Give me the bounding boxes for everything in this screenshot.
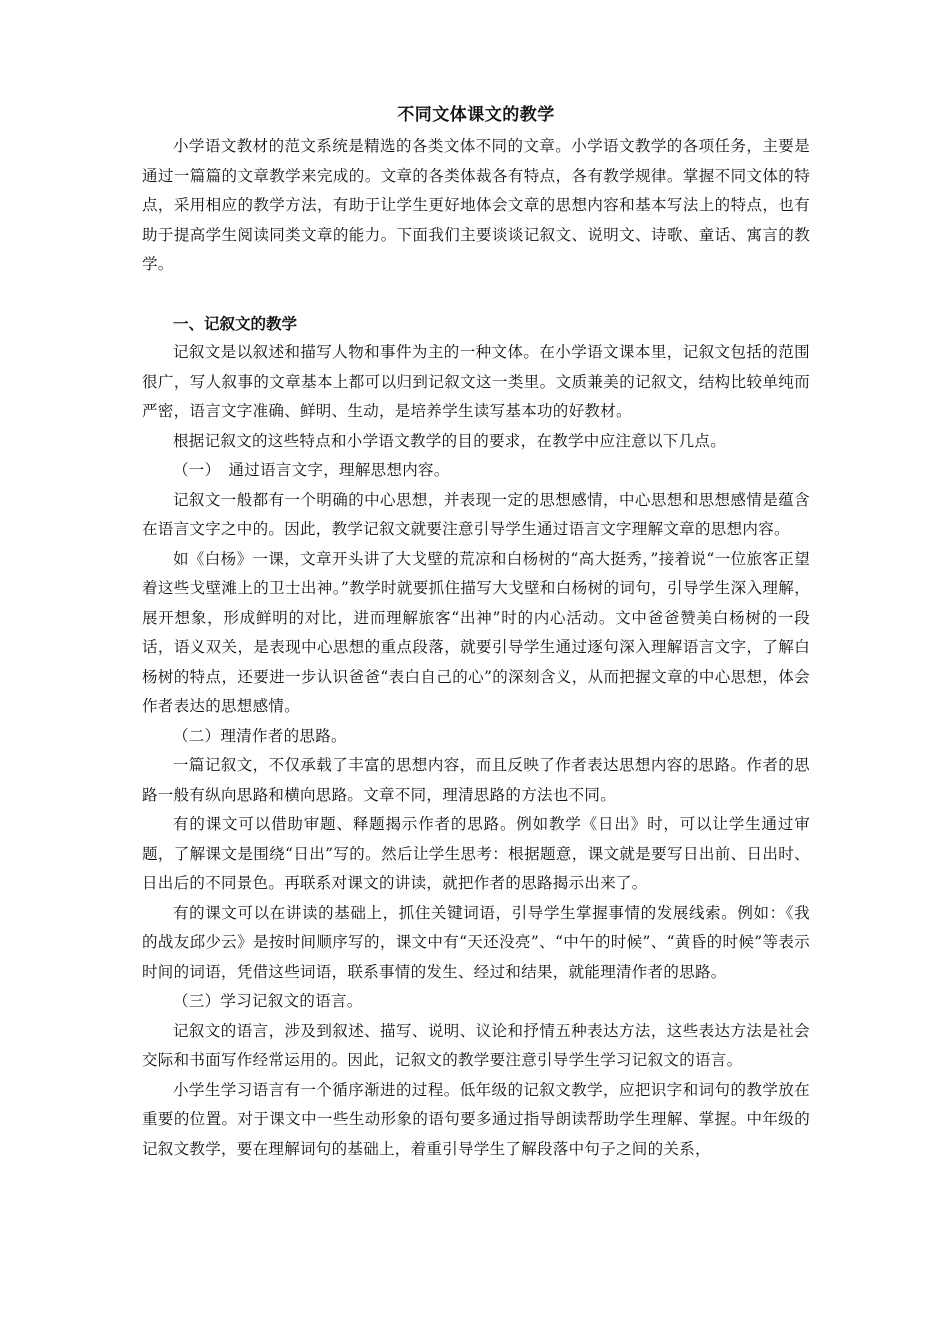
document-page xyxy=(142,100,810,1164)
document-title: 不同文体课文的教学 xyxy=(397,105,555,125)
paragraph-8: 记叙文的语言，涉及到叙述、描写、说明、议论和抒情五种表达方法，这些表达方法是社会交际和书面写作经常运用的。因此，记叙文的教学要注意引导学生学习记叙文的语言。 xyxy=(142,1021,810,1069)
paragraph-7: 有的课文可以在讲读的基础上，抓住关键词语，引导学生掌握事情的发展线索。例如：《我的战友邱少云》是按时间顺序写的，课文中有“天还没亮”、“中午的时候”、“黄昏的时候”等表示时间的词语，凭借这些词语，联系事情的发生、经过和结果，就能理清作者的思路。 xyxy=(142,903,810,981)
paragraph-1: 记叙文是以叙述和描写人物和事件为主的一种文体。在小学语文课本里，记叙文包括的范围很广，写人叙事的文章基本上都可以归到记叙文这一类里。文质兼美的记叙文，结构比较单纯而严密，语言文字准确、鲜明、生动，是培养学生读写基本功的好教材。 xyxy=(142,343,810,420)
paragraph-3: 记叙文一般都有一个明确的中心思想，并表现一定的思想感情，中心思想和思想感情是蕴含在语言文字之中的。因此，教学记叙文就要注意引导学生通过语言文字理解文章的思想内容。 xyxy=(142,490,810,538)
section-heading-narrative: 一、记叙文的教学 xyxy=(173,313,298,333)
paragraph-9: 小学生学习语言有一个循序渐进的过程。低年级的记叙文教学，应把识字和词句的教学放在重要的位置。对于课文中一些生动形象的语句要多通过指导朗读帮助学生理解、掌握。中年级的记叙文教学，要在理解词句的基础上，着重引导学生了解段落中句子之间的关系， xyxy=(142,1080,810,1158)
subheading-3: （三）学习记叙文的语言。 xyxy=(173,992,363,1010)
paragraph-6: 有的课文可以借助审题、释题揭示作者的思路。例如教学《日出》时，可以让学生通过审题，了解课文是围绕“日出”写的。然后让学生思考：根据题意，课文就是要写日出前、日出时、日出后的不同景色。再联系对课文的讲读，就把作者的思路揭示出来了。 xyxy=(142,815,810,892)
subheading-1: （一） 通过语言文字，理解思想内容。 xyxy=(173,461,450,479)
intro-paragraph: 小学语文教材的范文系统是精选的各类文体不同的文章。小学语文教学的各项任务，主要是通过一篇篇的文章教学来完成的。文章的各类体裁各有特点，各有教学规律。掌握不同文体的特点，采用相应的教学方法，有助于让学生更好地体会文章的思想内容和基本写法上的特点，也有助于提高学生阅读同类文章的能力。下面我们主要谈谈记叙文、说明文、诗歌、童话、寓言的教学。 xyxy=(142,137,810,273)
subheading-2: （二）理清作者的思路。 xyxy=(173,726,347,745)
paragraph-2: 根据记叙文的这些特点和小学语文教学的目的要求，在教学中应注意以下几点。 xyxy=(173,431,727,450)
paragraph-4: 如《白杨》一课，文章开头讲了大戈壁的荒凉和白杨树的“高大挺秀，”接着说“一位旅客正望着这些戈壁滩上的卫士出神。”教学时就要抓住描写大戈壁和白杨树的词句，引导学生深入理解，展开想象，形成鲜明的对比，进而理解旅客“出神”时的内心活动。文中爸爸赞美白杨树的一段话，语义双关，是表现中心思想的重点段落，就要引导学生通过逐句深入理解语言文字，了解白杨树的特点，还要进一步认识爸爸“表白自己的心”的深刻含义，从而把握文章的中心思想，体会作者表达的思想感情。 xyxy=(142,549,810,715)
paragraph-5: 一篇记叙文，不仅承载了丰富的思想内容，而且反映了作者表达思想内容的思路。作者的思路一般有纵向思路和横向思路。文章不同，理清思路的方法也不同。 xyxy=(142,756,810,804)
